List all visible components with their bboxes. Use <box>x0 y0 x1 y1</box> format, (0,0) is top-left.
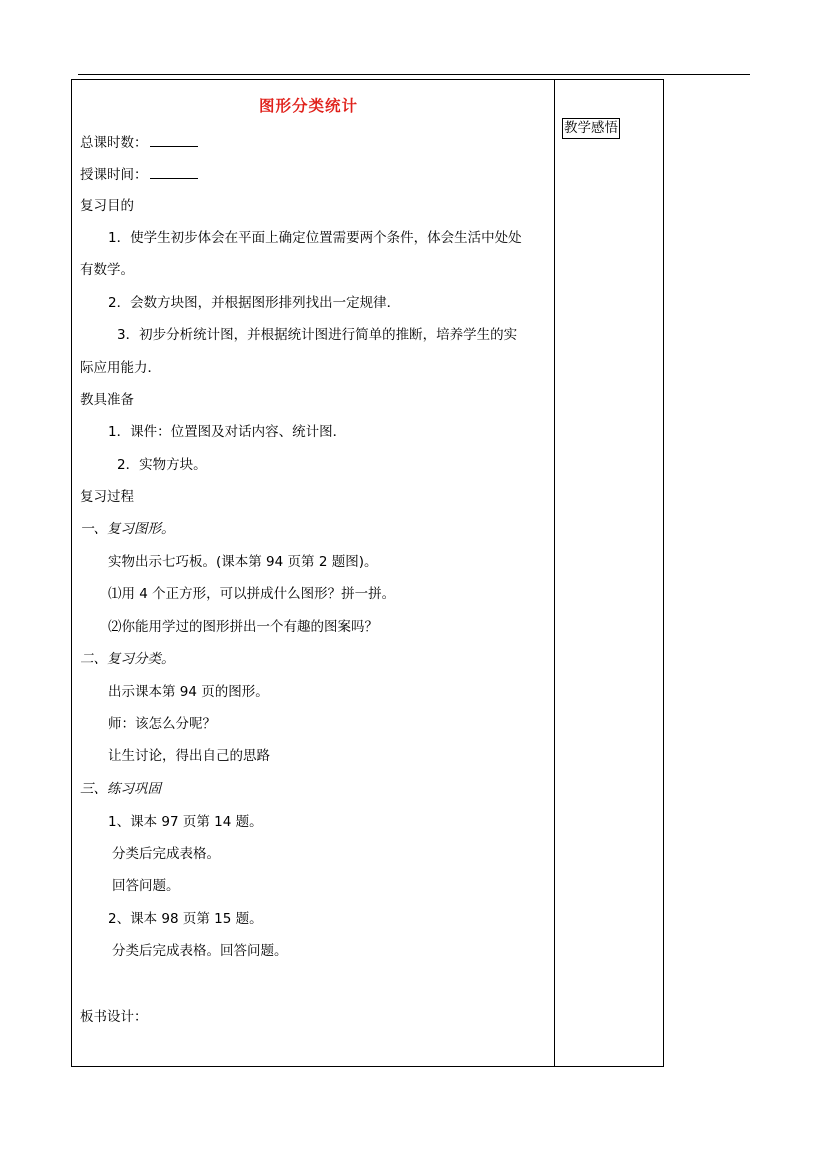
teach-time-label: 授课时间： <box>80 167 148 183</box>
goal-1-line-2: 有数学。 <box>80 262 134 278</box>
prep-heading: 教具准备 <box>80 392 134 408</box>
reflection-label: 教学感悟 <box>562 118 620 139</box>
section-3-line-1: 1、课本 97 页第 14 题。 <box>108 814 263 830</box>
total-hours-row <box>80 132 198 152</box>
section-2-line-3: 让生讨论，得出自己的思路 <box>108 748 270 764</box>
goal-3-line-2: 际应用能力． <box>80 360 161 376</box>
section-2-line-1: 出示课本第 94 页的图形。 <box>108 684 269 700</box>
section-3-line-4: 2、课本 98 页第 15 题。 <box>108 911 263 927</box>
section-1-heading: 一、复习图形。 <box>80 521 175 537</box>
lesson-title: 图形分类统计 <box>259 97 359 115</box>
total-hours-label: 总课时数： <box>80 135 148 151</box>
prep-item-1: 1．课件：位置图及对话内容、统计图． <box>108 424 347 440</box>
section-2-line-2: 师：该怎么分呢？ <box>108 716 216 732</box>
board-design-label: 板书设计： <box>80 1009 148 1025</box>
process-heading: 复习过程 <box>80 489 134 505</box>
header-rule <box>78 74 750 75</box>
lesson-table <box>71 79 664 1067</box>
section-3-line-5: 分类后完成表格。回答问题。 <box>112 943 288 959</box>
prep-item-2: 2．实物方块。 <box>117 457 207 473</box>
goal-3-line-1: 3．初步分析统计图，并根据统计图进行简单的推断，培养学生的实 <box>117 327 518 343</box>
teach-time-blank <box>150 164 198 179</box>
section-3-line-3: 回答问题。 <box>112 878 180 894</box>
goal-2: 2．会数方块图，并根据图形排列找出一定规律． <box>108 295 401 311</box>
section-1-line-3: ⑵你能用学过的图形拼出一个有趣的图案吗？ <box>108 619 378 635</box>
section-2-heading: 二、复习分类。 <box>80 651 175 667</box>
section-1-line-1: 实物出示七巧板。(课本第 94 页第 2 题图)。 <box>108 554 378 570</box>
section-1-line-2: ⑴用 4 个正方形，可以拼成什么图形？拼一拼。 <box>108 586 396 602</box>
goal-1-line-1: 1．使学生初步体会在平面上确定位置需要两个条件，体会生活中处处 <box>108 230 522 246</box>
goals-heading: 复习目的 <box>80 198 134 214</box>
column-divider <box>554 80 555 1066</box>
section-3-line-2: 分类后完成表格。 <box>112 846 220 862</box>
section-3-heading: 三、练习巩固 <box>80 781 161 797</box>
teach-time-row <box>80 164 198 184</box>
total-hours-blank <box>150 132 198 147</box>
